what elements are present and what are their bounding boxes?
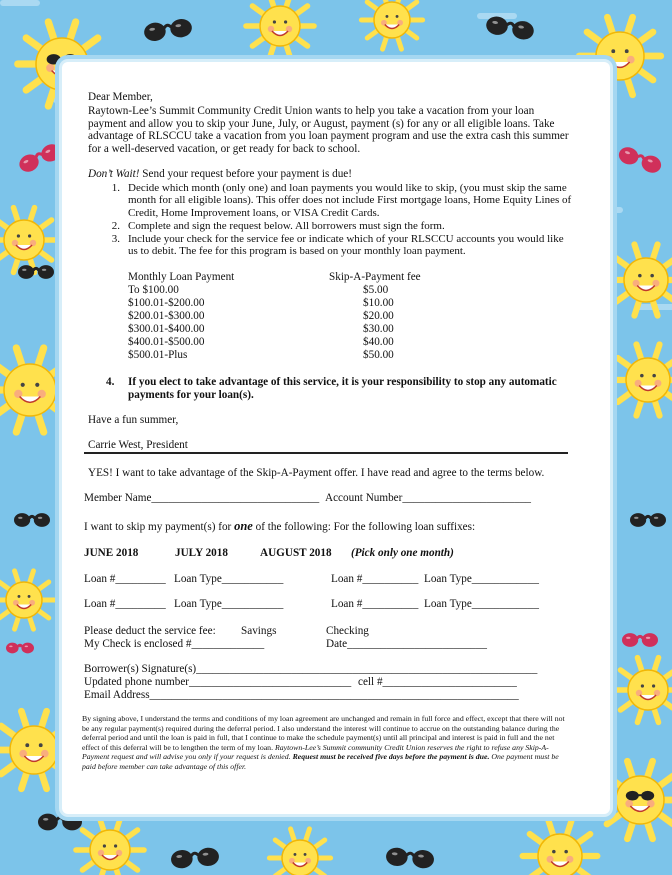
fine-print-terms: By signing above, I understand the terms and conditions of my loan agreement are unchanged and remain in full force and effect, except that there will not be any regular payment(s) required during the deferral period. I also understand the interest will continue to accrue on the outstanding balance during the deferral period and until the loan is paid in full, that I continue to make the schedule payment(s) until all principal and interest is paid in full and the net effect of this deferral will be to lengthen the term of my loan. (82, 714, 565, 752)
sunglasses-icon (622, 633, 658, 647)
salutation: Dear Member, (88, 91, 153, 103)
month-august-option[interactable]: AUGUST 2018 (260, 547, 332, 559)
sun-icon (269, 829, 330, 875)
deduct-fee-label: Please deduct the service fee: (84, 625, 216, 637)
sunglasses-icon (17, 141, 64, 175)
step-1: 1. Decide which month (only one) and loan payments you would like to skip, (you must skip the same month for all eligible loans). This offer does not include First mortgage loans, Home Equity Lines of Credit, Home Improvement loans, or VISA Credit Cards. (106, 182, 576, 219)
fee-row-payment: $500.01-Plus (128, 349, 188, 361)
sunglasses-icon (170, 847, 219, 869)
cell-field[interactable]: cell #________________________ (358, 676, 517, 688)
sunglasses-icon (6, 643, 34, 654)
sunglasses-icon (616, 145, 663, 176)
skip-statement (84, 520, 570, 534)
fee-row-payment: $100.01-$200.00 (128, 297, 205, 309)
fee-row-fee: $5.00 (363, 284, 389, 296)
intro-paragraph: Raytown-Lee’s Summit Community Credit Union wants to help you take a vacation from your loan payment and allow you to skip your June, July, or August, payment (s) for any or all eligible loans. Take advantage of RLSCCU take a vacation from you loan payment program and use the extra cash this summer for a well-deserved vacation, or get ready for back to school. (88, 105, 569, 155)
loan-type-field-4[interactable]: Loan Type____________ (424, 598, 539, 610)
loan-number-field-3[interactable]: Loan #_________ (84, 598, 166, 610)
loan-type-field-1[interactable]: Loan Type___________ (174, 573, 284, 585)
sun-icon (0, 208, 58, 273)
month-june-option[interactable]: JUNE 2018 (84, 547, 139, 559)
step-2: 2. Complete and sign the request below. All borrowers must sign the form. (106, 220, 576, 232)
fine-print-refuse: Raytown-Lee’s Summit community Credit Union reserves the right to refuse any Skip-A-Payment request and will advise you only if your request is denied. (82, 742, 549, 762)
fee-row-payment: $300.01-$400.00 (128, 323, 205, 335)
email-field[interactable]: Email Address__________________________________________________________________ (84, 689, 519, 701)
loan-number-field-1[interactable]: Loan #_________ (84, 573, 166, 585)
fee-row-payment: To $100.00 (128, 284, 179, 296)
loan-number-field-4[interactable]: Loan #__________ (331, 598, 419, 610)
borrower-signature-field[interactable]: Borrower(s) Signature(s)_____________________________________________________________ (84, 663, 538, 675)
sun-icon (611, 344, 672, 415)
checking-option[interactable]: Checking (326, 625, 369, 637)
step-3: 3. Include your check for the service fee or indicate which of your RLSCCU accounts you would like us to debit. The fee for this program is based on your monthly loan payment. (106, 233, 576, 258)
fee-row-fee: $50.00 (363, 349, 394, 361)
date-field[interactable]: Date_________________________ (326, 638, 487, 650)
fine-print-deadline: Request must be received five days before the payment is due. (292, 752, 490, 762)
sun-icon (614, 658, 672, 723)
skip-rest: of the following: For the following loan suffixes: (252, 521, 476, 533)
fee-row-fee: $20.00 (363, 310, 394, 322)
signature-name: Carrie West, President (88, 439, 188, 451)
step-4-number: 4. (106, 376, 115, 388)
fee-row-payment: $400.01-$500.00 (128, 336, 205, 348)
fee-row-fee: $40.00 (363, 336, 394, 348)
fee-table-header-payment: Monthly Loan Payment (128, 271, 235, 283)
loan-type-field-2[interactable]: Loan Type____________ (424, 573, 539, 585)
step-1-text: Decide which month (only one) and loan payments you would like to skip, (you must skip the same month for all eligible loans). This offer does not include First mortgage loans, Home Equity Lines of Credit, Home Improvement loans, or VISA Credit Cards. (128, 182, 572, 219)
step-4-text: If you elect to take advantage of this service, it is your responsibility to stop any automatic payments for your loan(s). (128, 376, 557, 401)
fee-table-header-fee: Skip-A-Payment fee (329, 271, 421, 283)
fee-row-fee: $30.00 (363, 323, 394, 335)
sun-icon (76, 818, 144, 875)
dont-wait-rest: Send your request before your payment is due! (139, 168, 352, 180)
yes-statement: YES! I want to take advantage of the Skip-A-Payment offer. I have read and agree to the terms below. (88, 467, 545, 479)
sun-icon (599, 761, 672, 839)
dont-wait-line (88, 168, 574, 181)
pick-one-note: (Pick only one month) (351, 547, 454, 559)
sunglasses-icon (143, 18, 193, 43)
step-2-text: Complete and sign the request below. All borrowers must sign the form. (128, 220, 445, 232)
skip-one: one (234, 519, 253, 533)
phone-field[interactable]: Updated phone number_____________________________ (84, 676, 352, 688)
sun-icon (246, 0, 314, 58)
savings-option[interactable]: Savings (241, 625, 277, 637)
fee-row-payment: $200.01-$300.00 (128, 310, 205, 322)
sun-icon (523, 820, 598, 875)
fine-print-one-payment: One payment must be paid before member can take advantage of this offer. (82, 752, 559, 771)
fine-print (82, 714, 568, 772)
sunglasses-icon (630, 513, 666, 527)
loan-number-field-2[interactable]: Loan #__________ (331, 573, 419, 585)
member-name-field[interactable]: Member Name______________________________ (84, 492, 320, 504)
check-enclosed-field[interactable]: My Check is enclosed #_____________ (84, 638, 265, 650)
account-number-field[interactable]: Account Number_______________________ (325, 492, 532, 504)
skip-lead: I want to skip my payment(s) for (84, 521, 235, 533)
sunglasses-icon (385, 847, 434, 869)
sun-icon (0, 571, 55, 629)
sunglasses-icon (14, 513, 50, 527)
sunglasses-icon (38, 814, 82, 831)
closing: Have a fun summer, (88, 414, 179, 426)
divider-line (84, 452, 568, 454)
fee-row-fee: $10.00 (363, 297, 394, 309)
month-july-option[interactable]: JULY 2018 (175, 547, 228, 559)
dont-wait-lead: Don’t Wait! (88, 168, 140, 180)
sun-icon (361, 0, 422, 49)
step-3-text: Include your check for the service fee or indicate which of your RLSCCU accounts you would like us to debit. The fee for this program is based on your monthly loan payment. (128, 233, 564, 258)
loan-type-field-3[interactable]: Loan Type___________ (174, 598, 284, 610)
